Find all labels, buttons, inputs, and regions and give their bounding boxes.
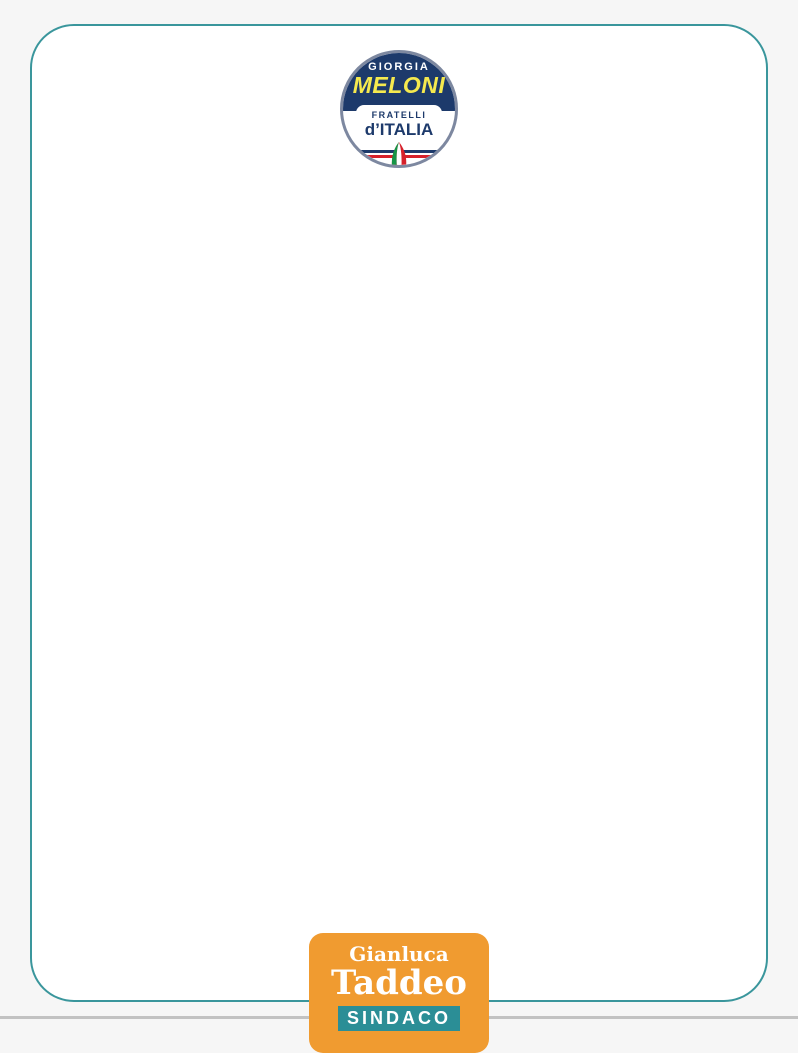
tricolor-flame-icon <box>388 141 410 168</box>
logo-navy-field <box>343 53 455 111</box>
logo-ditalia-text: d’ITALIA <box>364 119 434 139</box>
logo-giorgia-text: GIORGIA <box>368 61 430 73</box>
fratelli-ditalia-party-logo <box>340 50 458 168</box>
candidate-first-name: Gianluca <box>349 942 449 966</box>
candidate-role-badge: SINDACO <box>338 1006 460 1031</box>
candidate-list-card <box>30 24 768 1002</box>
taddeo-sindaco-logo <box>309 933 489 1053</box>
candidate-last-name: Taddeo <box>331 963 467 1003</box>
logo-fratelli-text: FRATELLI <box>371 110 427 120</box>
logo-meloni-text: MELONI <box>352 72 446 99</box>
